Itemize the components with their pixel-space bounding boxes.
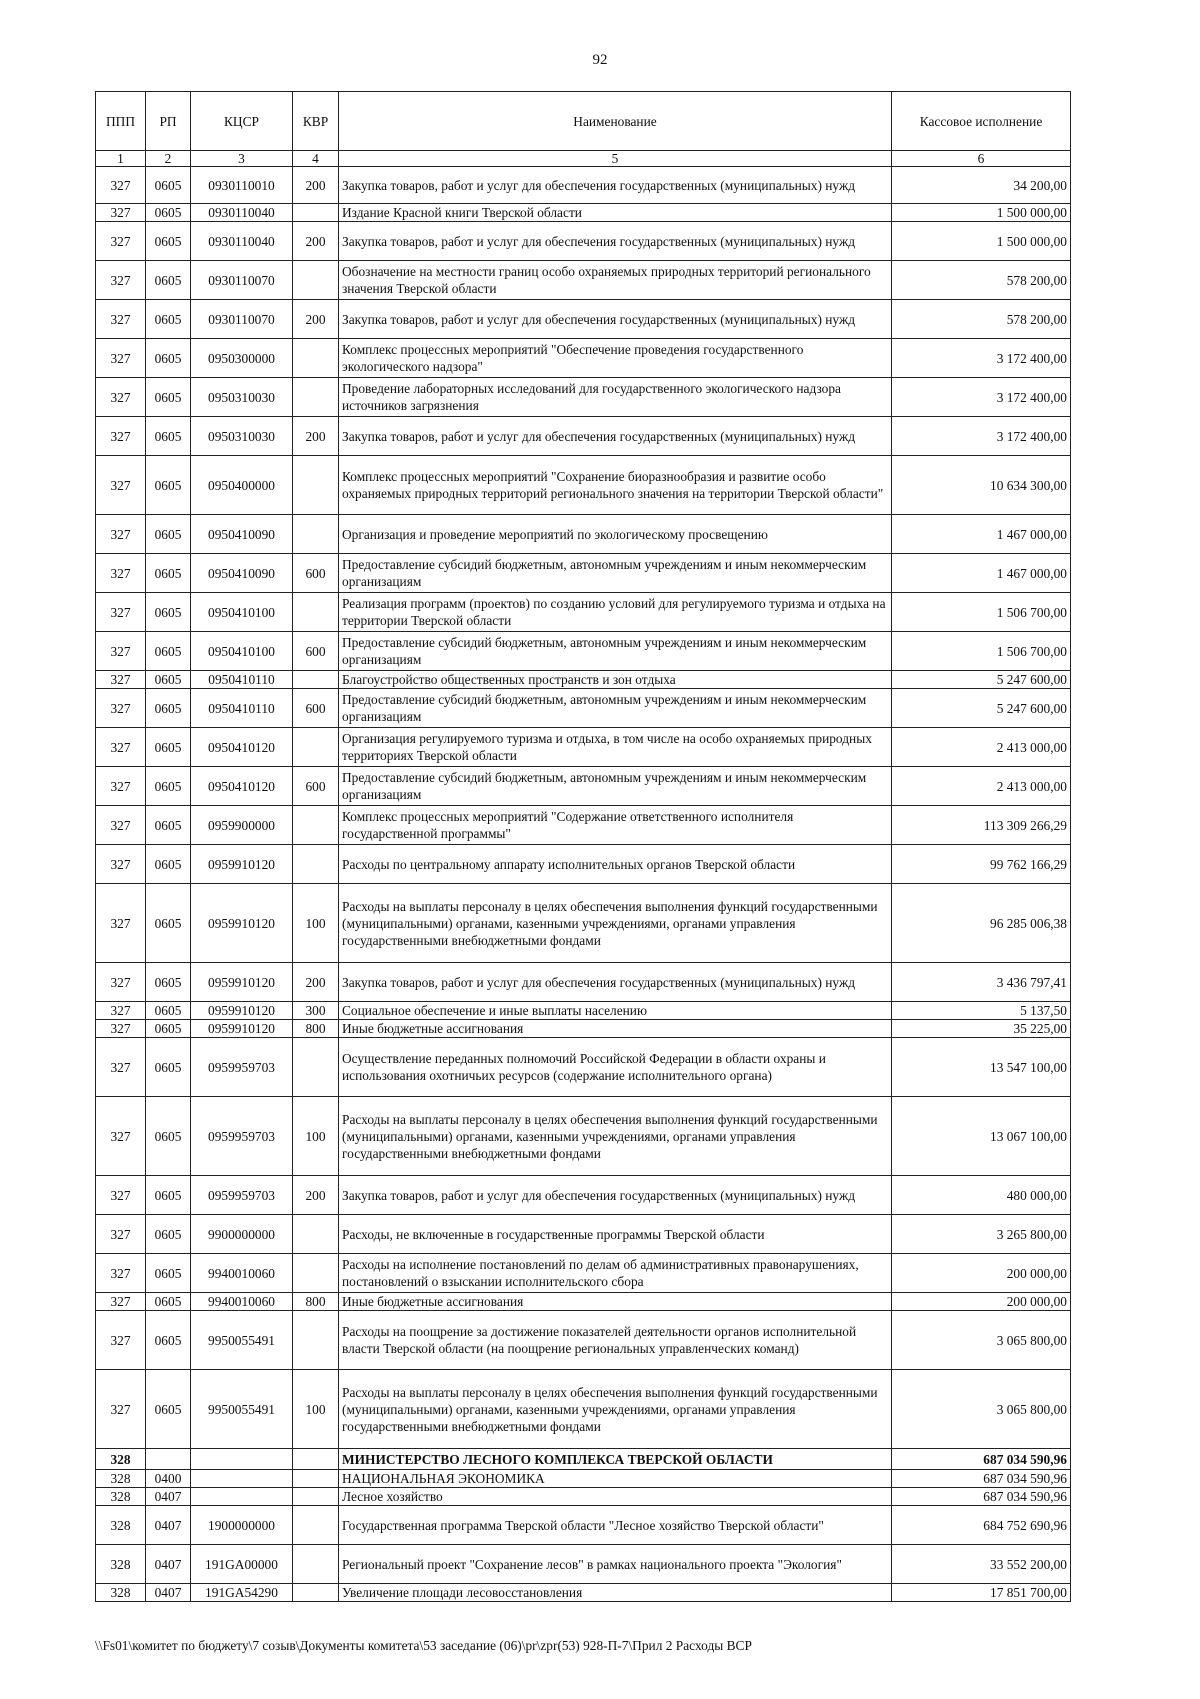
cell-amount: 113 309 266,29 [892,806,1071,845]
cell-ppp: 327 [96,884,146,963]
table-row [96,378,1071,417]
cell-kvr [293,456,339,515]
cell-name: Иные бюджетные ассигнования [339,1020,892,1038]
cell-name: Проведение лабораторных исследований для государственного экологического надзора источников загрязнения [339,378,892,417]
cell-ppp: 327 [96,554,146,593]
table-row [96,261,1071,300]
cell-ppp: 327 [96,1311,146,1370]
cell-rp: 0605 [146,593,191,632]
table-row [96,632,1071,671]
cell-kvr [293,671,339,689]
cell-name: Расходы, не включенные в государственные программы Тверской области [339,1215,892,1254]
cell-name: Лесное хозяйство [339,1488,892,1506]
table-row [96,884,1071,963]
header-kvr: КВР [293,92,339,151]
cell-kcsr: 0959910120 [191,1002,293,1020]
table-row [96,1584,1071,1602]
cell-kcsr: 0950400000 [191,456,293,515]
cell-amount: 1 500 000,00 [892,204,1071,222]
cell-kvr: 800 [293,1020,339,1038]
cell-kcsr [191,1488,293,1506]
cell-name: Комплекс процессных мероприятий "Обеспечение проведения государственного экологического надзора" [339,339,892,378]
cell-kvr [293,1470,339,1488]
cell-ppp: 327 [96,1038,146,1097]
cell-ppp: 328 [96,1470,146,1488]
cell-kvr [293,1584,339,1602]
cell-kvr: 200 [293,167,339,204]
cell-rp: 0605 [146,515,191,554]
cell-kvr [293,1038,339,1097]
cell-rp: 0605 [146,1020,191,1038]
column-number: 1 [96,151,146,167]
cell-ppp: 327 [96,1215,146,1254]
cell-name: Предоставление субсидий бюджетным, автономным учреждениям и иным некоммерческим организациям [339,632,892,671]
table-row [96,515,1071,554]
cell-amount: 578 200,00 [892,261,1071,300]
table-row [96,671,1071,689]
cell-amount: 1 500 000,00 [892,222,1071,261]
cell-name: Организация регулируемого туризма и отдыха, в том числе на особо охраняемых природных территориях Тверской области [339,728,892,767]
cell-kvr [293,806,339,845]
cell-rp: 0605 [146,767,191,806]
cell-rp: 0605 [146,1293,191,1311]
cell-name: Издание Красной книги Тверской области [339,204,892,222]
table-row [96,593,1071,632]
cell-name: Иные бюджетные ассигнования [339,1293,892,1311]
cell-amount: 3 436 797,41 [892,963,1071,1002]
cell-ppp: 328 [96,1488,146,1506]
cell-amount: 5 247 600,00 [892,671,1071,689]
cell-amount: 687 034 590,96 [892,1470,1071,1488]
column-number: 2 [146,151,191,167]
cell-kvr: 200 [293,300,339,339]
cell-rp: 0605 [146,845,191,884]
column-number: 4 [293,151,339,167]
cell-amount: 3 065 800,00 [892,1370,1071,1449]
cell-amount: 35 225,00 [892,1020,1071,1038]
cell-kcsr: 9950055491 [191,1311,293,1370]
cell-rp: 0605 [146,167,191,204]
cell-kcsr: 191GA00000 [191,1545,293,1584]
cell-ppp: 327 [96,300,146,339]
cell-kvr [293,1545,339,1584]
cell-name: Расходы на выплаты персоналу в целях обеспечения выполнения функций государственными (муниципальными) органами, казенными учреждениями, органами управления государственными внебюджетными фондами [339,1370,892,1449]
table-row [96,845,1071,884]
cell-amount: 200 000,00 [892,1293,1071,1311]
cell-name: Государственная программа Тверской области "Лесное хозяйство Тверской области" [339,1506,892,1545]
cell-amount: 687 034 590,96 [892,1449,1071,1470]
cell-ppp: 327 [96,593,146,632]
cell-rp: 0407 [146,1506,191,1545]
cell-name: Расходы на выплаты персоналу в целях обеспечения выполнения функций государственными (муниципальными) органами, казенными учреждениями, органами управления государственными внебюджетными фондами [339,1097,892,1176]
cell-name: Социальное обеспечение и иные выплаты населению [339,1002,892,1020]
cell-kvr [293,1449,339,1470]
table-row [96,806,1071,845]
cell-amount: 687 034 590,96 [892,1488,1071,1506]
table-row [96,1311,1071,1370]
cell-name: Региональный проект "Сохранение лесов" в рамках национального проекта "Экология" [339,1545,892,1584]
cell-kvr [293,1506,339,1545]
cell-rp: 0407 [146,1488,191,1506]
cell-rp: 0605 [146,884,191,963]
cell-kvr: 100 [293,884,339,963]
cell-rp: 0605 [146,261,191,300]
cell-amount: 1 467 000,00 [892,515,1071,554]
cell-kcsr: 1900000000 [191,1506,293,1545]
cell-ppp: 327 [96,222,146,261]
cell-kcsr: 9940010060 [191,1254,293,1293]
cell-rp: 0605 [146,554,191,593]
cell-rp: 0605 [146,689,191,728]
cell-kvr [293,515,339,554]
cell-name: Комплекс процессных мероприятий "Сохранение биоразнообразия и развитие особо охраняемых природных территорий регионального значения на территории Тверской области" [339,456,892,515]
cell-amount: 1 506 700,00 [892,593,1071,632]
cell-kcsr [191,1449,293,1470]
cell-ppp: 327 [96,456,146,515]
cell-name: Расходы на поощрение за достижение показателей деятельности органов исполнительной власти Тверской области (на поощрение региональных управленческих команд) [339,1311,892,1370]
cell-name: Расходы по центральному аппарату исполнительных органов Тверской области [339,845,892,884]
table-row [96,456,1071,515]
cell-amount: 200 000,00 [892,1254,1071,1293]
cell-kcsr: 0950410090 [191,515,293,554]
header-kcsr: КЦСР [191,92,293,151]
cell-kcsr: 9950055491 [191,1370,293,1449]
cell-ppp: 327 [96,204,146,222]
cell-kvr [293,204,339,222]
cell-kvr [293,339,339,378]
cell-kcsr: 0950310030 [191,417,293,456]
cell-amount: 34 200,00 [892,167,1071,204]
table-row [96,417,1071,456]
cell-ppp: 327 [96,689,146,728]
cell-amount: 13 067 100,00 [892,1097,1071,1176]
cell-kvr: 600 [293,689,339,728]
cell-amount: 13 547 100,00 [892,1038,1071,1097]
cell-rp: 0605 [146,1254,191,1293]
cell-ppp: 327 [96,1254,146,1293]
cell-amount: 17 851 700,00 [892,1584,1071,1602]
cell-name: Предоставление субсидий бюджетным, автономным учреждениям и иным некоммерческим организациям [339,554,892,593]
table-row [96,728,1071,767]
cell-rp: 0605 [146,1002,191,1020]
cell-kcsr: 0930110010 [191,167,293,204]
cell-kvr [293,845,339,884]
cell-ppp: 327 [96,1293,146,1311]
cell-name: Обозначение на местности границ особо охраняемых природных территорий регионального значения Тверской области [339,261,892,300]
cell-name: МИНИСТЕРСТВО ЛЕСНОГО КОМПЛЕКСА ТВЕРСКОЙ ОБЛАСТИ [339,1449,892,1470]
cell-kcsr: 0950410100 [191,593,293,632]
column-number: 3 [191,151,293,167]
cell-amount: 96 285 006,38 [892,884,1071,963]
cell-ppp: 327 [96,1370,146,1449]
cell-kcsr: 9900000000 [191,1215,293,1254]
cell-kvr [293,261,339,300]
cell-kcsr: 0950410100 [191,632,293,671]
cell-ppp: 328 [96,1584,146,1602]
budget-table [95,91,1071,1602]
cell-ppp: 327 [96,1176,146,1215]
cell-ppp: 327 [96,261,146,300]
cell-rp: 0605 [146,1038,191,1097]
cell-name: Закупка товаров, работ и услуг для обеспечения государственных (муниципальных) нужд [339,1176,892,1215]
table-row [96,1254,1071,1293]
cell-ppp: 327 [96,167,146,204]
cell-kvr [293,728,339,767]
cell-amount: 5 137,50 [892,1002,1071,1020]
cell-name: Закупка товаров, работ и услуг для обеспечения государственных (муниципальных) нужд [339,300,892,339]
footer-file-path: \\Fs01\комитет по бюджету\7 созыв\Документы комитета\53 заседание (06)\pr\zpr(53) 928-П-7\Прил 2 Расходы ВСР [95,1638,752,1653]
cell-ppp: 327 [96,632,146,671]
cell-rp: 0605 [146,1311,191,1370]
cell-ppp: 327 [96,515,146,554]
table-row [96,1002,1071,1020]
cell-ppp: 328 [96,1506,146,1545]
cell-rp: 0605 [146,963,191,1002]
table-row [96,1097,1071,1176]
cell-rp: 0605 [146,728,191,767]
table-row [96,1545,1071,1584]
cell-name: Расходы на исполнение постановлений по делам об административных правонарушениях, постановлений о взыскании исполнительского сбора [339,1254,892,1293]
cell-kvr: 200 [293,222,339,261]
cell-rp: 0605 [146,204,191,222]
column-number: 5 [339,151,892,167]
cell-kvr: 600 [293,767,339,806]
cell-name: Комплекс процессных мероприятий "Содержание ответственного исполнителя государственной программы" [339,806,892,845]
cell-rp: 0605 [146,456,191,515]
cell-rp: 0605 [146,806,191,845]
cell-kcsr: 0930110040 [191,204,293,222]
cell-rp: 0605 [146,1097,191,1176]
cell-kvr: 300 [293,1002,339,1020]
cell-kcsr: 191GA54290 [191,1584,293,1602]
table-row [96,554,1071,593]
table-row [96,1506,1071,1545]
cell-rp: 0605 [146,417,191,456]
cell-rp: 0605 [146,378,191,417]
cell-amount: 1 506 700,00 [892,632,1071,671]
column-number-row [96,151,1071,167]
column-number: 6 [892,151,1071,167]
cell-rp: 0605 [146,1215,191,1254]
header-row [96,92,1071,151]
cell-kvr [293,1215,339,1254]
cell-kcsr: 0950310030 [191,378,293,417]
cell-rp: 0407 [146,1584,191,1602]
table-row [96,1370,1071,1449]
cell-name: Расходы на выплаты персоналу в целях обеспечения выполнения функций государственными (муниципальными) органами, казенными учреждениями, органами управления государственными внебюджетными фондами [339,884,892,963]
table-body [96,167,1071,1602]
table-row [96,167,1071,204]
table-row [96,300,1071,339]
cell-kcsr: 0959910120 [191,963,293,1002]
cell-amount: 33 552 200,00 [892,1545,1071,1584]
cell-kcsr: 0959959703 [191,1097,293,1176]
cell-rp: 0605 [146,671,191,689]
cell-kcsr: 0959959703 [191,1038,293,1097]
cell-kcsr [191,1470,293,1488]
cell-ppp: 327 [96,339,146,378]
cell-amount: 3 172 400,00 [892,378,1071,417]
cell-ppp: 327 [96,806,146,845]
cell-name: НАЦИОНАЛЬНАЯ ЭКОНОМИКА [339,1470,892,1488]
cell-ppp: 327 [96,1020,146,1038]
cell-amount: 3 265 800,00 [892,1215,1071,1254]
table-row [96,339,1071,378]
cell-rp: 0400 [146,1470,191,1488]
cell-rp: 0605 [146,632,191,671]
cell-rp [146,1449,191,1470]
table-row [96,963,1071,1002]
cell-rp: 0605 [146,1176,191,1215]
cell-kcsr: 0950410120 [191,767,293,806]
table-row [96,767,1071,806]
cell-ppp: 327 [96,1002,146,1020]
page-number: 92 [592,52,608,68]
cell-name: Предоставление субсидий бюджетным, автономным учреждениям и иным некоммерческим организациям [339,689,892,728]
cell-name: Закупка товаров, работ и услуг для обеспечения государственных (муниципальных) нужд [339,417,892,456]
table-row [96,1293,1071,1311]
cell-rp: 0605 [146,300,191,339]
cell-kcsr: 9940010060 [191,1293,293,1311]
cell-kvr [293,378,339,417]
cell-kcsr: 0930110070 [191,261,293,300]
cell-ppp: 327 [96,1097,146,1176]
cell-ppp: 327 [96,378,146,417]
cell-name: Реализация программ (проектов) по созданию условий для регулируемого туризма и отдыха на территории Тверской области [339,593,892,632]
cell-ppp: 328 [96,1545,146,1584]
cell-kcsr: 0959910120 [191,1020,293,1038]
cell-name: Предоставление субсидий бюджетным, автономным учреждениям и иным некоммерческим организациям [339,767,892,806]
cell-kcsr: 0950410120 [191,728,293,767]
table-row [96,1449,1071,1470]
cell-amount: 578 200,00 [892,300,1071,339]
table-row [96,1470,1071,1488]
cell-kcsr: 0930110070 [191,300,293,339]
cell-kvr [293,593,339,632]
cell-name: Увеличение площади лесовосстановления [339,1584,892,1602]
cell-name: Закупка товаров, работ и услуг для обеспечения государственных (муниципальных) нужд [339,167,892,204]
cell-kvr [293,1311,339,1370]
cell-name: Благоустройство общественных пространств и зон отдыха [339,671,892,689]
cell-ppp: 327 [96,728,146,767]
cell-amount: 99 762 166,29 [892,845,1071,884]
table-row [96,1020,1071,1038]
cell-amount: 684 752 690,96 [892,1506,1071,1545]
cell-rp: 0407 [146,1545,191,1584]
cell-kcsr: 0950410110 [191,689,293,728]
cell-rp: 0605 [146,222,191,261]
cell-kvr: 600 [293,554,339,593]
cell-kvr: 200 [293,963,339,1002]
cell-kvr: 100 [293,1370,339,1449]
table-row [96,1176,1071,1215]
cell-kvr: 200 [293,417,339,456]
cell-kvr: 200 [293,1176,339,1215]
cell-amount: 1 467 000,00 [892,554,1071,593]
table-row [96,1215,1071,1254]
cell-ppp: 327 [96,767,146,806]
table-row [96,222,1071,261]
cell-kcsr: 0959959703 [191,1176,293,1215]
cell-kvr [293,1488,339,1506]
cell-kcsr: 0930110040 [191,222,293,261]
header-ppp: ППП [96,92,146,151]
cell-kvr: 600 [293,632,339,671]
header-name: Наименование [339,92,892,151]
cell-kvr: 800 [293,1293,339,1311]
cell-name: Осуществление переданных полномочий Российской Федерации в области охраны и использования охотничьих ресурсов (содержание исполнительного органа) [339,1038,892,1097]
table-row [96,1488,1071,1506]
cell-kcsr: 0950410110 [191,671,293,689]
cell-ppp: 328 [96,1449,146,1470]
cell-kcsr: 0959900000 [191,806,293,845]
cell-rp: 0605 [146,1370,191,1449]
table-row [96,204,1071,222]
cell-amount: 480 000,00 [892,1176,1071,1215]
cell-name: Закупка товаров, работ и услуг для обеспечения государственных (муниципальных) нужд [339,222,892,261]
cell-ppp: 327 [96,963,146,1002]
cell-kvr: 100 [293,1097,339,1176]
cell-ppp: 327 [96,417,146,456]
cell-amount: 2 413 000,00 [892,728,1071,767]
header-amount: Кассовое исполнение [892,92,1071,151]
table-row [96,689,1071,728]
cell-kcsr: 0950410090 [191,554,293,593]
cell-amount: 3 172 400,00 [892,417,1071,456]
cell-kcsr: 0959910120 [191,845,293,884]
cell-rp: 0605 [146,339,191,378]
cell-ppp: 327 [96,671,146,689]
cell-kcsr: 0959910120 [191,884,293,963]
cell-amount: 5 247 600,00 [892,689,1071,728]
table-row [96,1038,1071,1097]
cell-amount: 10 634 300,00 [892,456,1071,515]
header-rp: РП [146,92,191,151]
cell-ppp: 327 [96,845,146,884]
cell-amount: 3 172 400,00 [892,339,1071,378]
cell-amount: 2 413 000,00 [892,767,1071,806]
cell-amount: 3 065 800,00 [892,1311,1071,1370]
cell-name: Организация и проведение мероприятий по экологическому просвещению [339,515,892,554]
cell-kvr [293,1254,339,1293]
cell-name: Закупка товаров, работ и услуг для обеспечения государственных (муниципальных) нужд [339,963,892,1002]
cell-kcsr: 0950300000 [191,339,293,378]
